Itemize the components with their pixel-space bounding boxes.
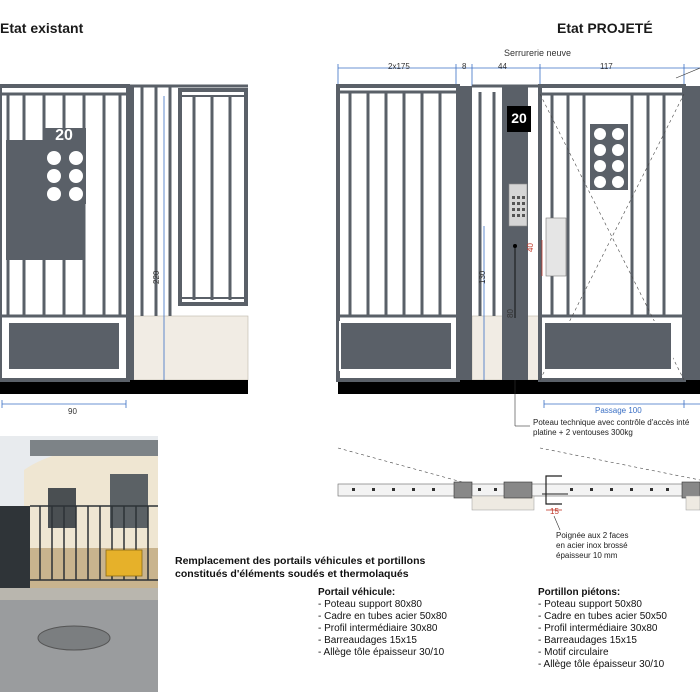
spec-portail-item: - Poteau support 80x80	[318, 599, 422, 610]
technical-post	[458, 86, 472, 380]
lock-box	[546, 218, 566, 276]
dim-44: 44	[498, 62, 507, 71]
dim-90: 90	[68, 407, 77, 416]
dim-117: 117	[600, 62, 613, 71]
dim-15: 15	[550, 507, 559, 516]
house-number-projected: 20	[511, 110, 527, 126]
dim-8: 8	[462, 62, 467, 71]
existing-lower-plate	[8, 322, 120, 370]
spec-portillon-item: - Barreaudages 15x15	[538, 635, 637, 646]
plan-view	[338, 448, 700, 530]
label-serrurerie: Serrurerie neuve	[504, 48, 572, 58]
spec-portillon-title: Portillon piétons:	[538, 587, 621, 598]
spec-portillon-item: - Motif circulaire	[538, 647, 609, 658]
spec-portail-item: - Profil intermédiaire 30x80	[318, 623, 438, 634]
spec-portail-item: - Allège tôle épaisseur 30/10	[318, 647, 445, 658]
dim-2x175: 2x175	[388, 62, 410, 71]
main-note-line1: Remplacement des portails véhicules et portillons	[175, 555, 426, 567]
spec-portillon-item: - Allège tôle épaisseur 30/10	[538, 659, 665, 670]
existing-ground	[0, 380, 248, 394]
spec-portillon-item: - Cadre en tubes acier 50x50	[538, 611, 667, 622]
dim-220: 220	[152, 270, 161, 284]
house-number-existing: 20	[55, 127, 73, 144]
title-existing: Etat existant	[0, 20, 84, 36]
note-poteau-line1: Poteau technique avec contrôle d'accès inté	[533, 418, 690, 427]
spec-portillon-item: - Poteau support 50x80	[538, 599, 642, 610]
manhole-icon	[38, 626, 110, 650]
spec-portail-item: - Barreaudages 15x15	[318, 635, 417, 646]
spec-portillon	[538, 587, 667, 671]
note-poignee-line1: Poignée aux 2 faces	[556, 531, 629, 540]
dim-40: 40	[526, 243, 535, 252]
dim-130: 130	[478, 270, 487, 284]
spec-portail	[318, 587, 447, 659]
yellow-mailbox	[106, 550, 142, 576]
spec-portillon-item: - Profil intermédiaire 30x80	[538, 623, 658, 634]
title-projected: Etat PROJETÉ	[557, 20, 653, 36]
existing-plinth	[128, 316, 248, 380]
main-note-line2: constitués d'éléments soudés et thermolaqués	[175, 568, 409, 580]
note-poignee-line3: épaisseur 10 mm	[556, 551, 618, 560]
site-photo	[0, 436, 158, 692]
spec-portail-title: Portail véhicule:	[318, 587, 396, 598]
spec-portail-item: - Cadre en tubes acier 50x80	[318, 611, 447, 622]
note-poteau-line2: platine + 2 ventouses 300kg	[533, 428, 633, 437]
existing-elevation	[0, 86, 248, 408]
dim-passage: Passage 100	[595, 406, 642, 415]
projected-ground	[338, 380, 700, 394]
note-poignee-line2: en acier inox brossé	[556, 541, 628, 550]
dim-80: 80	[506, 309, 515, 318]
